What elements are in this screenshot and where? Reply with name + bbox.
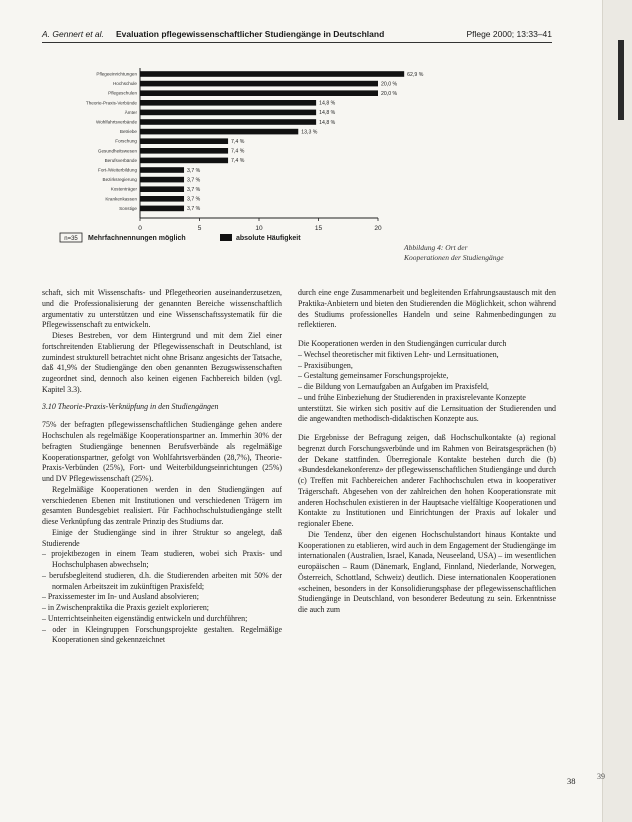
category-label: Wohlfahrtsverbände	[95, 119, 137, 125]
x-tick-label: 20	[374, 225, 382, 232]
list-item: – oder in Kleingruppen Forschungsprojekte gestalten. Regelmäßige Kooperationen sind gekennzeichnet	[42, 624, 282, 645]
bar	[140, 100, 316, 106]
x-tick-label: 10	[255, 225, 263, 232]
spine-marker	[618, 40, 624, 120]
bar-chart	[60, 60, 424, 250]
bar	[140, 71, 404, 77]
section-heading: 3.10 Theorie-Praxis-Verknüpfung in den Studiengängen	[42, 401, 219, 411]
left-paragraph-3: 75% der befragten pflegewissenschaftlichen Studiengänge gehen andere Hochschulen als regelmäßige Kooperationspartner an. Immerhin 30% der befragten Studiengänge benennen Berufsverbände als regelmäßige Kooperationspartner, gefolgt von Wohlfahrtsverbänden (28,7%), Theorie-Praxis-Verbünden (25%), Fort- und Weiterbildungseinrichtungen (25%) und DV Pflegewissenschaft (25%).	[42, 420, 282, 483]
category-label: Pflegeeinrichtungen	[96, 71, 137, 77]
bar	[140, 186, 184, 192]
data-label: 20,0 %	[381, 81, 398, 88]
bar-chart-svg	[60, 60, 424, 250]
category-label: Hochschule	[112, 81, 137, 87]
bar	[140, 129, 298, 135]
x-axis-label: absolute Häufigkeit	[236, 235, 301, 242]
list-item: – berufsbegleitend studieren, d.h. die Studierenden arbeiten mit 50% der normalen Arbeitszeit im zukünftigen Praxisfeld;	[42, 570, 282, 591]
left-paragraph-2: Dieses Bestreben, vor dem Hintergrund und mit dem Ziel einer fortschreitenden Etablierung der Pflegewissenschaft in Deutschland, ist zumindest strukturell betrachtet nicht ohne Brisanz angesichts der Tatsache, daß 41,9% der Studiengänge den oben genannten Bezugswissenschaften zugeordnet sind, dennoch also keinen eigenen Fachbereich bilden (vgl. Kapitel 3.3).	[42, 331, 282, 394]
page-number: 38	[567, 776, 576, 786]
bar	[140, 81, 378, 87]
data-label: 13,3 %	[301, 129, 318, 136]
right-bullet-list	[298, 350, 556, 404]
data-label: 7,4 %	[231, 158, 245, 165]
category-label: Ämter	[124, 109, 137, 115]
data-label: 7,4 %	[231, 139, 245, 145]
category-label: Sonstige	[119, 205, 137, 211]
data-label: 3,7 %	[187, 206, 201, 213]
category-label: Fort-/Weiterbildung	[98, 167, 137, 173]
list-item: – Unterrichtseinheiten eigenständig entwickeln und durchführen;	[42, 613, 248, 623]
data-label: 62,9 %	[407, 71, 424, 78]
data-label: 7,4 %	[231, 148, 245, 155]
category-label: Berufsverbände	[104, 157, 137, 163]
legend-swatch	[220, 234, 232, 241]
data-label: 3,7 %	[187, 177, 201, 184]
x-tick-label: 15	[314, 225, 323, 232]
data-label: 3,7 %	[187, 187, 201, 193]
edge-page-number: 39	[597, 772, 605, 781]
data-label: 14,8 %	[319, 119, 336, 126]
facing-page-edge	[602, 0, 632, 822]
bar	[140, 206, 184, 212]
category-label: Bezirksregierung	[102, 177, 137, 183]
header-title: Evaluation pflegewissenschaftlicher Studiengänge in Deutschland	[116, 29, 385, 39]
right-column	[298, 288, 556, 616]
left-paragraph-5: Einige der Studiengänge sind in ihrer Struktur so angelegt, daß Studierende	[42, 527, 282, 548]
list-item: – die Bildung von Lernaufgaben an Aufgaben im Praxisfeld,	[298, 382, 489, 391]
running-header	[42, 28, 552, 43]
x-tick-label: 5	[197, 225, 202, 232]
category-label: Kostenträger	[110, 186, 137, 192]
left-column	[42, 288, 282, 646]
list-item: – Praxisübungen,	[298, 360, 353, 370]
data-label: 14,8 %	[319, 100, 336, 107]
category-label: Pflegeschulen	[108, 90, 137, 96]
bar	[140, 90, 378, 96]
bar	[140, 148, 228, 154]
left-bullet-list	[42, 549, 282, 646]
category-label: Betriebe	[119, 129, 137, 135]
category-label: Theorie-Praxis-Verbünde	[85, 100, 137, 106]
bar	[140, 167, 184, 173]
right-paragraph-4: Die Ergebnisse der Befragung zeigen, daß Hochschulkontakte (a) regional begrenzt durch Forschungsverbünde und im Rahmen von Beiratsgesprächen (b) der Dekane stattfinden. Überregionale Kontakte bestehen durch die (b) «Bundesdekanekonferenz» der pflegewissenschaftlichen Studiengänge und durch (c) Treffen mit Fachbereichen anderer Fachhochschulen etwa in kooperativer Trägerschaft. Abgesehen von der zahlreichen den hohen Kooperationsrate mit anderen Hochschulen existieren in der Hauptsache vielfältige Kooperationen und Kontakte zu Institutionen und Einrichtungen der Praxis auf lokaler und regionaler Ebene.	[298, 433, 556, 528]
list-item: – Wechsel theoretischer mit fiktiven Lehr- und Lernsituationen,	[298, 349, 499, 359]
right-paragraph-2: Die Kooperationen werden in den Studiengängen curricular durch	[298, 339, 507, 348]
list-item: – Praxissemester im In- und Ausland absolvieren;	[42, 592, 199, 602]
list-item: – Gestaltung gemeinsamer Forschungsprojekte,	[298, 371, 449, 381]
list-item: – in Zwischenpraktika die Praxis gezielt explorieren;	[42, 603, 209, 612]
category-label: Forschung	[115, 138, 137, 144]
header-journal: Pflege 2000; 13:33–41	[466, 29, 552, 39]
bar	[140, 177, 184, 183]
bar	[140, 110, 316, 116]
right-paragraph-5: Die Tendenz, über den eigenen Hochschulstandort hinaus Kontakte und Kooperationen zu etablieren, wird auch in dem Engagement der Studiengänge im internationalen (Australien, Israel, Kanada, Neuseeland, USA) – im wesentlichen europäischen – Raum (Dänemark, England, Finnland, Niederlande, Norwegen, Österreich, Schottland, Schweiz) deutlich. Diese internationalen Kooperationen «scheinen, besonders in der Konsolidierungsphase der pflegewissenschaftlichen Studiengänge in Deutschland, von besonderer Bedeutung zu sein. Erkenntnisse die auch zum	[298, 529, 556, 614]
header-author: A. Gennert et al.	[42, 29, 104, 39]
data-label: 3,7 %	[187, 196, 201, 203]
category-label: Gesundheitswesen	[97, 148, 137, 154]
legend-n: n=35	[64, 236, 78, 242]
legend-note: Mehrfachnennungen möglich	[88, 235, 186, 242]
category-label: Krankenkassen	[105, 196, 137, 202]
x-tick-label: 0	[138, 225, 142, 232]
bar	[140, 119, 316, 125]
data-label: 14,8 %	[319, 110, 336, 117]
right-paragraph-3: unterstützt. Sie wirken sich positiv auf die Lernsituation der Studierenden und die angewandten methodisch-didaktischen Konzepte aus.	[298, 403, 556, 424]
list-item: – projektbezogen in einem Team studieren, wobei sich Praxis- und Hochschulphasen abwechseln;	[42, 549, 282, 569]
data-label: 20,0 %	[381, 91, 398, 97]
figure-caption: Abbildung 4: Ort der Kooperationen der Studiengänge	[404, 243, 504, 262]
bar	[140, 158, 228, 164]
data-label: 3,7 %	[187, 167, 201, 174]
bar	[140, 138, 228, 144]
bar	[140, 196, 184, 202]
right-paragraph-1: durch eine enge Zusammenarbeit und begleitenden Erfahrungsaustausch mit den Praktika-Anbietern und bieten den Studierenden die Möglichkeit, schon während des Studiums professionelles Handeln und seine Rahmenbedingungen zu reflektieren.	[298, 288, 556, 330]
list-item: – und frühe Einbeziehung der Studierenden in praxisrelevante Konzepte	[298, 392, 526, 402]
left-paragraph-1: schaft, sich mit Wissenschafts- und Pflegetheorien auseinanderzusetzen, und die Professionalisierung der genannten Bereiche wissenschaftlich argumentativ zu unterstützen und eine Wissenschaftssystematik für die Pflegewissenschaft zu entwickeln.	[42, 288, 282, 330]
left-paragraph-4: Regelmäßige Kooperationen werden in den Studiengängen auf verschiedenen Ebenen mit Institutionen und verschiedenen Trägern im gesamten Bundesgebiet realisiert. Für Fachhochschulstudiengänge stellt diese Verknüpfung das zentrale Prinzip des Studiums dar.	[42, 484, 282, 526]
